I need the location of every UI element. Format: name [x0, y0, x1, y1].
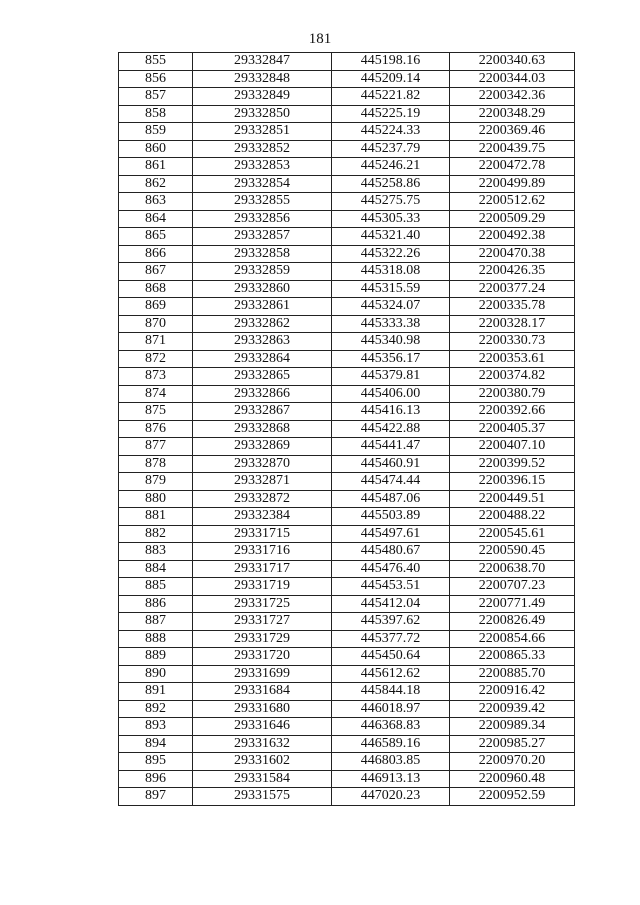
- table-row: [119, 53, 575, 71]
- row-index-cell: 862: [119, 175, 193, 193]
- point-id-cell: 29332866: [193, 385, 332, 403]
- point-id-cell: 29332848: [193, 70, 332, 88]
- x-coordinate-cell: 446913.13: [332, 770, 450, 788]
- row-index-cell: 869: [119, 298, 193, 316]
- point-id-cell: 29331575: [193, 788, 332, 806]
- table-row: [119, 140, 575, 158]
- table-row: [119, 438, 575, 456]
- x-coordinate-cell: 446589.16: [332, 735, 450, 753]
- table-row: [119, 263, 575, 281]
- table-row: [119, 700, 575, 718]
- y-coordinate-cell: 2200405.37: [450, 420, 575, 438]
- point-id-cell: 29332871: [193, 473, 332, 491]
- table-row: [119, 123, 575, 141]
- point-id-cell: 29331715: [193, 525, 332, 543]
- row-index-cell: 880: [119, 490, 193, 508]
- table-row: [119, 508, 575, 526]
- x-coordinate-cell: 445333.38: [332, 315, 450, 333]
- point-id-cell: 29332863: [193, 333, 332, 351]
- y-coordinate-cell: 2200449.51: [450, 490, 575, 508]
- x-coordinate-cell: 445474.44: [332, 473, 450, 491]
- x-coordinate-cell: 447020.23: [332, 788, 450, 806]
- x-coordinate-cell: 445450.64: [332, 648, 450, 666]
- table-row: [119, 315, 575, 333]
- table-row: [119, 560, 575, 578]
- point-id-cell: 29332872: [193, 490, 332, 508]
- table-body: [119, 53, 575, 806]
- point-id-cell: 29332867: [193, 403, 332, 421]
- point-id-cell: 29332857: [193, 228, 332, 246]
- y-coordinate-cell: 2200348.29: [450, 105, 575, 123]
- y-coordinate-cell: 2200590.45: [450, 543, 575, 561]
- row-index-cell: 860: [119, 140, 193, 158]
- x-coordinate-cell: 445315.59: [332, 280, 450, 298]
- table-row: [119, 333, 575, 351]
- table-row: [119, 385, 575, 403]
- y-coordinate-cell: 2200353.61: [450, 350, 575, 368]
- row-index-cell: 896: [119, 770, 193, 788]
- row-index-cell: 885: [119, 578, 193, 596]
- y-coordinate-cell: 2200885.70: [450, 665, 575, 683]
- point-id-cell: 29331680: [193, 700, 332, 718]
- y-coordinate-cell: 2200970.20: [450, 753, 575, 771]
- point-id-cell: 29331717: [193, 560, 332, 578]
- point-id-cell: 29331632: [193, 735, 332, 753]
- row-index-cell: 881: [119, 508, 193, 526]
- x-coordinate-cell: 445416.13: [332, 403, 450, 421]
- row-index-cell: 897: [119, 788, 193, 806]
- table-row: [119, 770, 575, 788]
- y-coordinate-cell: 2200512.62: [450, 193, 575, 211]
- point-id-cell: 29332858: [193, 245, 332, 263]
- table-row: [119, 735, 575, 753]
- point-id-cell: 29331719: [193, 578, 332, 596]
- x-coordinate-cell: 445321.40: [332, 228, 450, 246]
- table-row: [119, 175, 575, 193]
- y-coordinate-cell: 2200380.79: [450, 385, 575, 403]
- y-coordinate-cell: 2200439.75: [450, 140, 575, 158]
- point-id-cell: 29332869: [193, 438, 332, 456]
- y-coordinate-cell: 2200396.15: [450, 473, 575, 491]
- y-coordinate-cell: 2200342.36: [450, 88, 575, 106]
- y-coordinate-cell: 2200509.29: [450, 210, 575, 228]
- row-index-cell: 894: [119, 735, 193, 753]
- y-coordinate-cell: 2200545.61: [450, 525, 575, 543]
- y-coordinate-cell: 2200328.17: [450, 315, 575, 333]
- table-row: [119, 665, 575, 683]
- x-coordinate-cell: 445305.33: [332, 210, 450, 228]
- row-index-cell: 883: [119, 543, 193, 561]
- table-row: [119, 455, 575, 473]
- table-row: [119, 490, 575, 508]
- x-coordinate-cell: 445356.17: [332, 350, 450, 368]
- table-row: [119, 683, 575, 701]
- x-coordinate-cell: 445275.75: [332, 193, 450, 211]
- x-coordinate-cell: 445340.98: [332, 333, 450, 351]
- x-coordinate-cell: 445406.00: [332, 385, 450, 403]
- row-index-cell: 867: [119, 263, 193, 281]
- row-index-cell: 871: [119, 333, 193, 351]
- table-row: [119, 245, 575, 263]
- table-row: [119, 595, 575, 613]
- table-row: [119, 543, 575, 561]
- y-coordinate-cell: 2200499.89: [450, 175, 575, 193]
- row-index-cell: 891: [119, 683, 193, 701]
- row-index-cell: 861: [119, 158, 193, 176]
- y-coordinate-cell: 2200638.70: [450, 560, 575, 578]
- y-coordinate-cell: 2200960.48: [450, 770, 575, 788]
- point-id-cell: 29331727: [193, 613, 332, 631]
- row-index-cell: 857: [119, 88, 193, 106]
- point-id-cell: 29332859: [193, 263, 332, 281]
- table-row: [119, 280, 575, 298]
- y-coordinate-cell: 2200374.82: [450, 368, 575, 386]
- x-coordinate-cell: 445324.07: [332, 298, 450, 316]
- point-id-cell: 29331699: [193, 665, 332, 683]
- x-coordinate-cell: 445497.61: [332, 525, 450, 543]
- point-id-cell: 29332852: [193, 140, 332, 158]
- row-index-cell: 888: [119, 630, 193, 648]
- row-index-cell: 855: [119, 53, 193, 71]
- x-coordinate-cell: 445379.81: [332, 368, 450, 386]
- x-coordinate-cell: 445480.67: [332, 543, 450, 561]
- x-coordinate-cell: 446368.83: [332, 718, 450, 736]
- row-index-cell: 866: [119, 245, 193, 263]
- table-row: [119, 210, 575, 228]
- point-id-cell: 29332855: [193, 193, 332, 211]
- point-id-cell: 29332865: [193, 368, 332, 386]
- row-index-cell: 875: [119, 403, 193, 421]
- y-coordinate-cell: 2200865.33: [450, 648, 575, 666]
- row-index-cell: 877: [119, 438, 193, 456]
- y-coordinate-cell: 2200826.49: [450, 613, 575, 631]
- row-index-cell: 868: [119, 280, 193, 298]
- row-index-cell: 858: [119, 105, 193, 123]
- table-row: [119, 88, 575, 106]
- row-index-cell: 892: [119, 700, 193, 718]
- point-id-cell: 29332851: [193, 123, 332, 141]
- row-index-cell: 865: [119, 228, 193, 246]
- row-index-cell: 873: [119, 368, 193, 386]
- row-index-cell: 882: [119, 525, 193, 543]
- y-coordinate-cell: 2200392.66: [450, 403, 575, 421]
- table-row: [119, 368, 575, 386]
- point-id-cell: 29331684: [193, 683, 332, 701]
- row-index-cell: 874: [119, 385, 193, 403]
- x-coordinate-cell: 445441.47: [332, 438, 450, 456]
- row-index-cell: 876: [119, 420, 193, 438]
- y-coordinate-cell: 2200472.78: [450, 158, 575, 176]
- point-id-cell: 29332862: [193, 315, 332, 333]
- y-coordinate-cell: 2200335.78: [450, 298, 575, 316]
- y-coordinate-cell: 2200771.49: [450, 595, 575, 613]
- x-coordinate-cell: 445460.91: [332, 455, 450, 473]
- x-coordinate-cell: 445221.82: [332, 88, 450, 106]
- table-row: [119, 525, 575, 543]
- row-index-cell: 890: [119, 665, 193, 683]
- point-id-cell: 29331720: [193, 648, 332, 666]
- x-coordinate-cell: 445453.51: [332, 578, 450, 596]
- x-coordinate-cell: 446018.97: [332, 700, 450, 718]
- x-coordinate-cell: 445209.14: [332, 70, 450, 88]
- point-id-cell: 29331646: [193, 718, 332, 736]
- point-id-cell: 29332864: [193, 350, 332, 368]
- row-index-cell: 886: [119, 595, 193, 613]
- page-number: 181: [308, 31, 332, 47]
- table-row: [119, 193, 575, 211]
- row-index-cell: 859: [119, 123, 193, 141]
- y-coordinate-cell: 2200399.52: [450, 455, 575, 473]
- y-coordinate-cell: 2200426.35: [450, 263, 575, 281]
- point-id-cell: 29332853: [193, 158, 332, 176]
- point-id-cell: 29331716: [193, 543, 332, 561]
- coordinates-table: [118, 52, 575, 806]
- y-coordinate-cell: 2200492.38: [450, 228, 575, 246]
- row-index-cell: 895: [119, 753, 193, 771]
- x-coordinate-cell: 445246.21: [332, 158, 450, 176]
- row-index-cell: 889: [119, 648, 193, 666]
- y-coordinate-cell: 2200989.34: [450, 718, 575, 736]
- row-index-cell: 879: [119, 473, 193, 491]
- point-id-cell: 29332847: [193, 53, 332, 71]
- point-id-cell: 29331729: [193, 630, 332, 648]
- point-id-cell: 29332868: [193, 420, 332, 438]
- point-id-cell: 29331602: [193, 753, 332, 771]
- x-coordinate-cell: 445844.18: [332, 683, 450, 701]
- table-row: [119, 613, 575, 631]
- x-coordinate-cell: 445377.72: [332, 630, 450, 648]
- row-index-cell: 863: [119, 193, 193, 211]
- table-row: [119, 753, 575, 771]
- x-coordinate-cell: 445422.88: [332, 420, 450, 438]
- row-index-cell: 864: [119, 210, 193, 228]
- y-coordinate-cell: 2200344.03: [450, 70, 575, 88]
- point-id-cell: 29332849: [193, 88, 332, 106]
- table-row: [119, 473, 575, 491]
- table-row: [119, 718, 575, 736]
- table-row: [119, 788, 575, 806]
- y-coordinate-cell: 2200985.27: [450, 735, 575, 753]
- point-id-cell: 29332854: [193, 175, 332, 193]
- table-row: [119, 648, 575, 666]
- point-id-cell: 29332856: [193, 210, 332, 228]
- table-row: [119, 158, 575, 176]
- x-coordinate-cell: 445612.62: [332, 665, 450, 683]
- point-id-cell: 29332860: [193, 280, 332, 298]
- x-coordinate-cell: 445237.79: [332, 140, 450, 158]
- point-id-cell: 29332850: [193, 105, 332, 123]
- table-row: [119, 630, 575, 648]
- table-row: [119, 578, 575, 596]
- row-index-cell: 884: [119, 560, 193, 578]
- x-coordinate-cell: 445318.08: [332, 263, 450, 281]
- x-coordinate-cell: 445503.89: [332, 508, 450, 526]
- table-row: [119, 228, 575, 246]
- y-coordinate-cell: 2200369.46: [450, 123, 575, 141]
- point-id-cell: 29331584: [193, 770, 332, 788]
- x-coordinate-cell: 445397.62: [332, 613, 450, 631]
- x-coordinate-cell: 445412.04: [332, 595, 450, 613]
- row-index-cell: 856: [119, 70, 193, 88]
- table-row: [119, 403, 575, 421]
- y-coordinate-cell: 2200916.42: [450, 683, 575, 701]
- x-coordinate-cell: 445198.16: [332, 53, 450, 71]
- y-coordinate-cell: 2200377.24: [450, 280, 575, 298]
- row-index-cell: 870: [119, 315, 193, 333]
- point-id-cell: 29332861: [193, 298, 332, 316]
- row-index-cell: 872: [119, 350, 193, 368]
- point-id-cell: 29331725: [193, 595, 332, 613]
- x-coordinate-cell: 445224.33: [332, 123, 450, 141]
- row-index-cell: 878: [119, 455, 193, 473]
- y-coordinate-cell: 2200488.22: [450, 508, 575, 526]
- x-coordinate-cell: 445258.86: [332, 175, 450, 193]
- table-row: [119, 105, 575, 123]
- y-coordinate-cell: 2200707.23: [450, 578, 575, 596]
- y-coordinate-cell: 2200939.42: [450, 700, 575, 718]
- point-id-cell: 29332870: [193, 455, 332, 473]
- table-row: [119, 70, 575, 88]
- y-coordinate-cell: 2200470.38: [450, 245, 575, 263]
- x-coordinate-cell: 446803.85: [332, 753, 450, 771]
- table-row: [119, 350, 575, 368]
- x-coordinate-cell: 445225.19: [332, 105, 450, 123]
- row-index-cell: 893: [119, 718, 193, 736]
- y-coordinate-cell: 2200330.73: [450, 333, 575, 351]
- y-coordinate-cell: 2200854.66: [450, 630, 575, 648]
- y-coordinate-cell: 2200952.59: [450, 788, 575, 806]
- y-coordinate-cell: 2200407.10: [450, 438, 575, 456]
- row-index-cell: 887: [119, 613, 193, 631]
- y-coordinate-cell: 2200340.63: [450, 53, 575, 71]
- x-coordinate-cell: 445322.26: [332, 245, 450, 263]
- x-coordinate-cell: 445487.06: [332, 490, 450, 508]
- table-row: [119, 298, 575, 316]
- x-coordinate-cell: 445476.40: [332, 560, 450, 578]
- table-row: [119, 420, 575, 438]
- point-id-cell: 29332384: [193, 508, 332, 526]
